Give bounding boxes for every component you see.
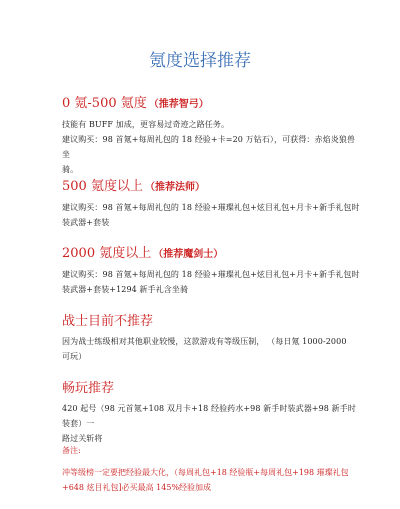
section-body <box>62 117 362 177</box>
section-heading <box>62 380 362 397</box>
section-heading-tag: （推荐智弓） <box>148 99 209 110</box>
section-body <box>62 401 362 446</box>
body-line: 骑。 <box>62 165 79 174</box>
body-line: 装武器+套装+1294 新手礼含坐骑 <box>62 285 189 294</box>
body-line: 可玩） <box>62 352 87 361</box>
section-heading-text: 战士目前不推荐 <box>62 314 154 329</box>
section-body <box>62 334 362 364</box>
note-block <box>62 443 362 495</box>
section-body <box>62 267 362 297</box>
section-2000-plus <box>62 245 362 297</box>
note-line: +648 炫目礼包]必买最高 145%经验加成 <box>62 483 212 492</box>
section-heading <box>62 178 362 196</box>
section-heading-tag: （推荐法师） <box>144 182 205 193</box>
section-heading-text: 畅玩推荐 <box>62 381 115 396</box>
body-line: 建议购买：98 首氪+每周礼包的 18 经验+璀璨礼包+炫目礼包+月卡+新手礼包时 <box>62 270 360 279</box>
note-line: 冲等级榜一定要把经验最大化，（每周礼包+18 经验瓶+每周礼包+198 璀璨礼包 <box>62 468 349 477</box>
page-title: 氪度选择推荐 <box>149 51 251 71</box>
note-label: 备注: <box>62 446 81 455</box>
section-body <box>62 200 362 230</box>
section-heading-tag: （推荐魔剑士） <box>153 249 224 260</box>
section-heading-text: 0 氪-500 氪度 <box>62 96 147 111</box>
section-500-plus <box>62 178 362 230</box>
body-line: 装武器+套装 <box>62 218 110 227</box>
body-line: 420 起号（98 元首氪+108 双月卡+18 经验药水+98 新手时装武器+98 新手时装套）一 <box>62 404 356 428</box>
body-line: 技能有 BUFF 加成，更容易过奇迹之路任务。 <box>62 120 230 129</box>
section-heading-text: 500 氪度以上 <box>62 179 143 194</box>
body-line: 建议购买：98 首氪+每周礼包的 18 经验+卡=20 万钻石），可获得：赤焰炎狼兽坐 <box>62 135 356 159</box>
body-line: 建议购买：98 首氪+每周礼包的 18 经验+璀璨礼包+炫目礼包+月卡+新手礼包时 <box>62 203 360 212</box>
section-0-500 <box>62 95 362 177</box>
section-heading <box>62 245 362 263</box>
section-heading <box>62 313 362 330</box>
section-heading <box>62 95 362 113</box>
body-line: 路过关斩将 <box>62 434 103 443</box>
body-line: 因为战士练级相对其他职业较慢，这款游戏有等级压制， （每日氪 1000-2000 <box>62 337 347 346</box>
section-warrior <box>62 313 362 364</box>
section-casual <box>62 380 362 446</box>
section-heading-text: 2000 氪度以上 <box>62 246 152 261</box>
